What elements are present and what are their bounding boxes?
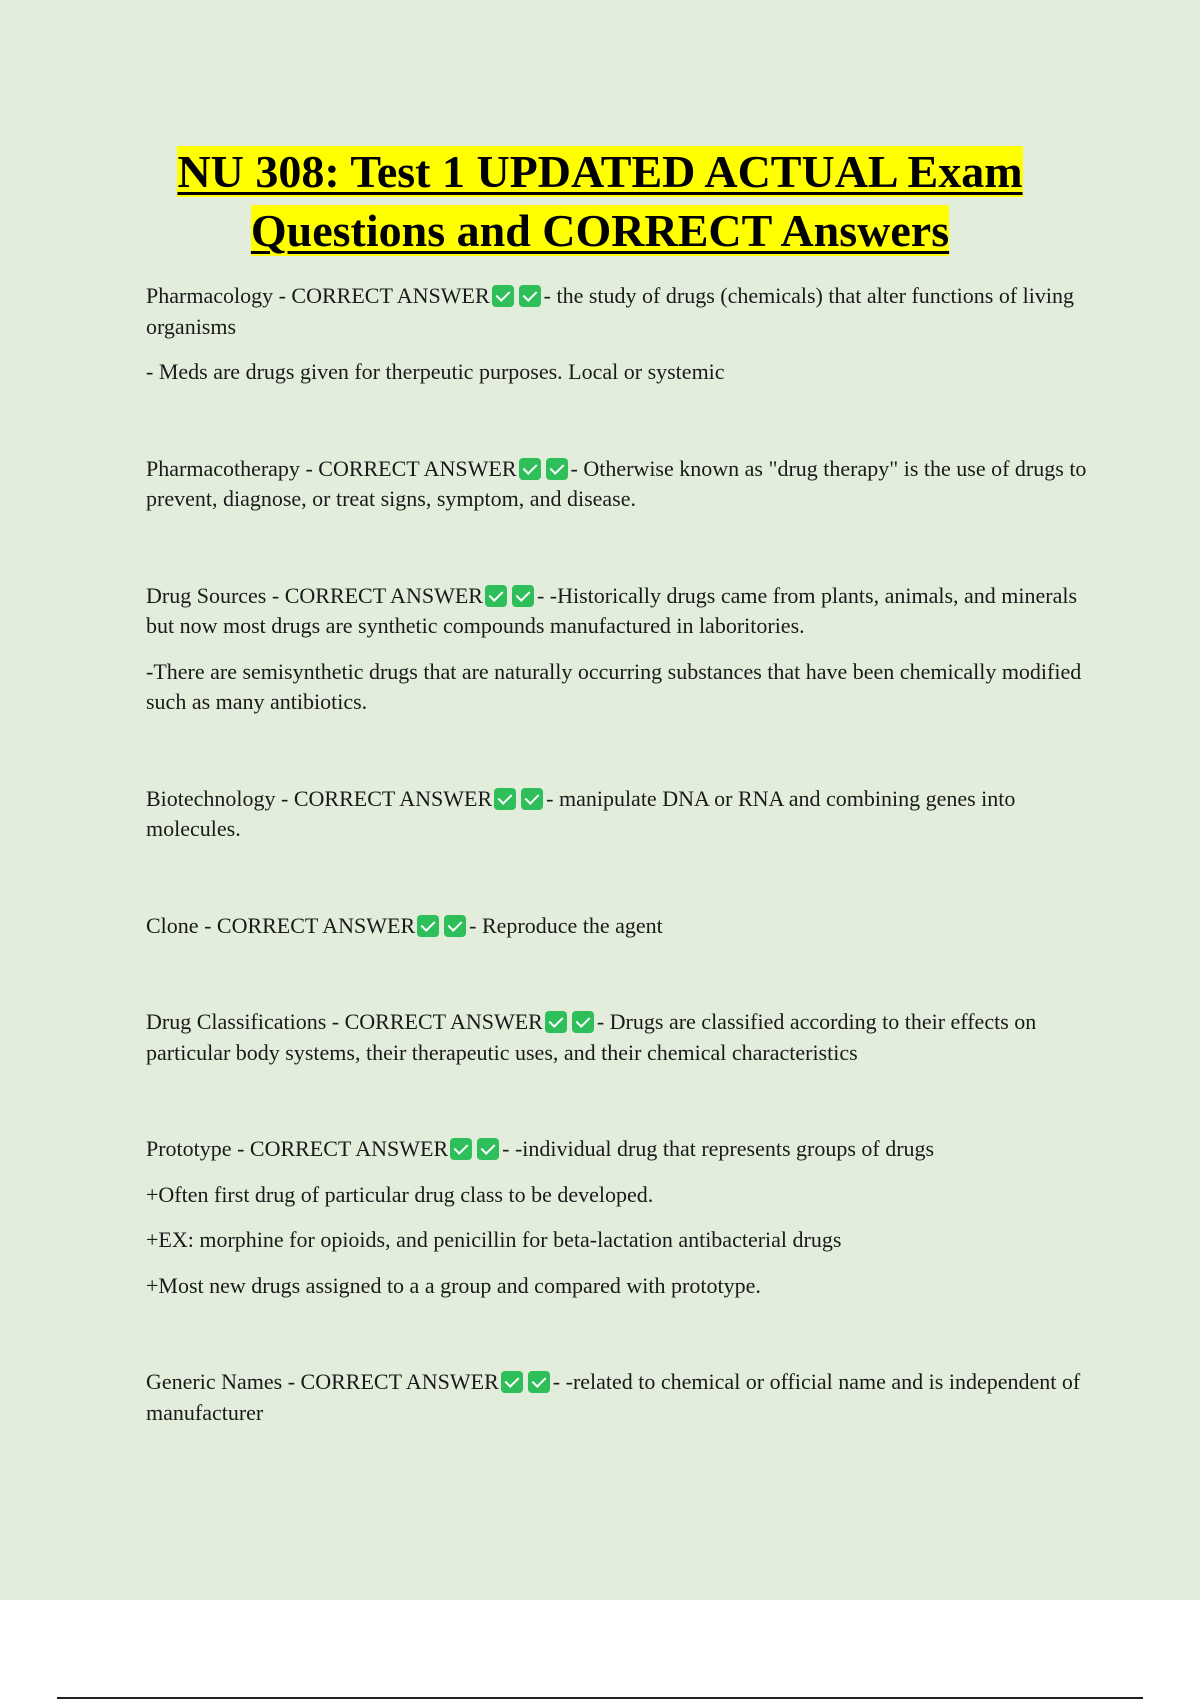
- qa-term: Prototype: [146, 1136, 232, 1161]
- qa-term: Pharmacotherapy: [146, 455, 300, 481]
- document-title: [0, 142, 1200, 260]
- qa-definition: - manipulate DNA or RNA and combining genes into molecules.: [146, 785, 1016, 841]
- answer-marker: CORRECT ANSWER: [293, 785, 493, 811]
- check-box-icon: [528, 1371, 550, 1393]
- qa-definition: - -related to chemical or official name and is independent of manufacturer: [146, 1369, 1081, 1425]
- qa-definition: - Otherwise known as "drug therapy" is the use of drugs to prevent, diagnose, or treat signs, symptom, and disease.: [146, 455, 1087, 511]
- qa-definition: - Reproduce the agent: [469, 912, 663, 938]
- qa-definition: - Drugs are classified according to their effects on particular body systems, their therapeutic uses, and their chemical characteristics: [146, 1009, 1037, 1065]
- qa-question-line: Prototype - CORRECT ANSWER - -individual drug that represents groups of drugs: [146, 1136, 935, 1161]
- qa-list: [146, 281, 1096, 1494]
- qa-question-line: Pharmacology - CORRECT ANSWER - the study of drugs (chemicals) that alter functions of living organisms: [146, 283, 1074, 339]
- qa-entry: [146, 911, 1096, 942]
- check-box-icon: [512, 585, 534, 607]
- answer-marker: CORRECT ANSWER: [216, 912, 416, 938]
- check-box-icon: [572, 1011, 594, 1033]
- title-line-1: NU 308: Test 1 UPDATED ACTUAL Exam: [177, 146, 1023, 197]
- qa-question-line: Clone - CORRECT ANSWER - Reproduce the agent: [146, 912, 663, 938]
- answer-marker: CORRECT ANSWER: [300, 1369, 499, 1394]
- check-box-icon: [485, 585, 507, 607]
- check-box-icon: [546, 458, 568, 480]
- qa-extra-line: +Often first drug of particular drug class to be developed.: [146, 1181, 654, 1207]
- title-line-2: Questions and CORRECT Answers: [250, 205, 950, 256]
- qa-entry: [146, 784, 1096, 845]
- qa-question-line: Biotechnology - CORRECT ANSWER - manipulate DNA or RNA and combining genes into molecules.: [146, 785, 1016, 841]
- check-box-icon: [545, 1011, 567, 1033]
- answer-marker: CORRECT ANSWER: [249, 1136, 449, 1161]
- qa-extra-line: - Meds are drugs given for therpeutic purposes. Local or systemic: [146, 359, 725, 384]
- qa-entry: [146, 1134, 1096, 1301]
- footer-divider: [57, 1697, 1143, 1699]
- check-box-icon: [519, 458, 541, 480]
- check-box-icon: [477, 1138, 499, 1160]
- qa-term: Biotechnology: [146, 785, 276, 811]
- answer-marker: CORRECT ANSWER: [291, 283, 490, 308]
- qa-term: Pharmacology: [146, 283, 274, 308]
- qa-definition: - the study of drugs (chemicals) that alter functions of living organisms: [146, 283, 1074, 339]
- check-box-icon: [450, 1138, 472, 1160]
- qa-entry: [146, 1367, 1096, 1428]
- check-box-icon: [492, 285, 514, 307]
- qa-extra-line: +Most new drugs assigned to a a group and compared with prototype.: [146, 1272, 761, 1298]
- answer-marker: CORRECT ANSWER: [318, 455, 517, 481]
- qa-extra-line: +EX: morphine for opioids, and penicillin for beta-lactation antibacterial drugs: [146, 1227, 842, 1252]
- answer-marker: CORRECT ANSWER: [284, 582, 483, 608]
- qa-entry: [146, 281, 1096, 388]
- qa-extra-line: -There are semisynthetic drugs that are naturally occurring substances that have been chemically modified such as many antibiotics.: [146, 658, 1082, 714]
- check-box-icon: [519, 285, 541, 307]
- check-box-icon: [521, 788, 543, 810]
- check-box-icon: [501, 1371, 523, 1393]
- qa-definition: - -individual drug that represents groups of drugs: [502, 1136, 935, 1161]
- qa-term: Clone: [146, 912, 199, 938]
- qa-entry: [146, 1007, 1096, 1068]
- qa-question-line: Drug Sources - CORRECT ANSWER - -Historically drugs came from plants, animals, and minerals but now most drugs are synthetic compounds manufactured in laboritories.: [146, 582, 1078, 638]
- check-box-icon: [444, 915, 466, 937]
- qa-term: Drug Classifications: [146, 1009, 327, 1034]
- qa-term: Generic Names: [146, 1369, 283, 1394]
- check-box-icon: [417, 915, 439, 937]
- qa-entry: [146, 581, 1096, 718]
- qa-question-line: Pharmacotherapy - CORRECT ANSWER - Otherwise known as "drug therapy" is the use of drugs to prevent, diagnose, or treat signs, symptom, and disease.: [146, 455, 1087, 511]
- qa-question-line: Drug Classifications - CORRECT ANSWER - Drugs are classified according to their effects on particular body systems, their therapeutic uses, and their chemical characteristics: [146, 1009, 1037, 1065]
- qa-question-line: Generic Names - CORRECT ANSWER - -related to chemical or official name and is independent of manufacturer: [146, 1369, 1081, 1425]
- check-box-icon: [494, 788, 516, 810]
- answer-marker: CORRECT ANSWER: [344, 1009, 543, 1034]
- qa-definition: - -Historically drugs came from plants, animals, and minerals but now most drugs are synthetic compounds manufactured in laboritories.: [146, 582, 1078, 638]
- qa-entry: [146, 454, 1096, 515]
- qa-term: Drug Sources: [146, 582, 267, 608]
